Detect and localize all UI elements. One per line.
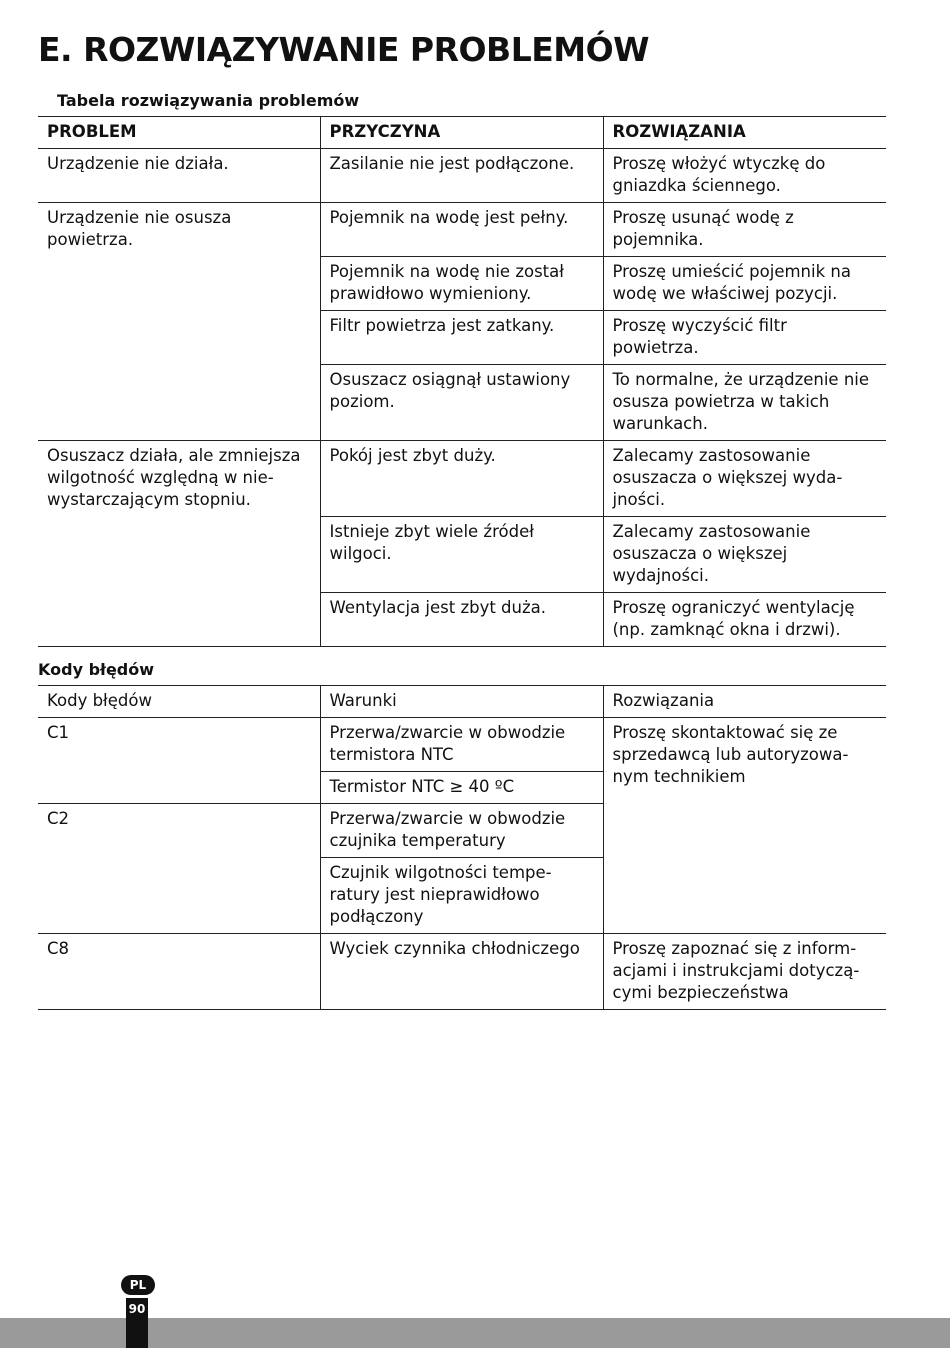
table-row	[38, 441, 886, 517]
problem-cell: Urządzenie nie osusza powietrza.	[38, 203, 320, 441]
condition-cell: Termistor NTC ≥ 40 ºC	[320, 772, 603, 804]
header-cause: PRZYCZYNA	[320, 117, 603, 149]
solution-cell: Proszę skontaktować się ze sprzedawcą lub autoryzowa-nym technikiem	[603, 718, 886, 934]
cause-cell: Osuszacz osiągnął ustawiony poziom.	[320, 365, 603, 441]
cause-cell: Pojemnik na wodę nie został prawidłowo wymieniony.	[320, 257, 603, 311]
cause-cell: Wentylacja jest zbyt duża.	[320, 593, 603, 647]
header-conditions: Warunki	[320, 686, 603, 718]
page-title: E. ROZWIĄZYWANIE PROBLEMÓW	[38, 30, 650, 69]
solution-cell: Proszę włożyć wtyczkę do gniazdka ściennego.	[603, 149, 886, 203]
solution-cell: Zalecamy zastosowanie osuszacza o większej wydajności.	[603, 517, 886, 593]
table-header-row	[38, 686, 886, 718]
condition-cell: Przerwa/zwarcie w obwodzie termistora NTC	[320, 718, 603, 772]
language-badge: PL	[121, 1275, 155, 1295]
header-solutions: Rozwiązania	[603, 686, 886, 718]
solution-cell: Proszę zapoznać się z inform-acjami i instrukcjami dotyczą-cymi bezpieczeństwa	[603, 934, 886, 1010]
cause-cell: Filtr powietrza jest zatkany.	[320, 311, 603, 365]
problem-cell: Osuszacz działa, ale zmniejsza wilgotność względną w nie-wystarczającym stopniu.	[38, 441, 320, 647]
problem-cell: Urządzenie nie działa.	[38, 149, 320, 203]
solution-cell: To normalne, że urządzenie nie osusza powietrza w takich warunkach.	[603, 365, 886, 441]
error-code-cell: C1	[38, 718, 320, 804]
table-row	[38, 149, 886, 203]
error-codes-table	[38, 685, 886, 1010]
solution-cell: Zalecamy zastosowanie osuszacza o większej wyda-jności.	[603, 441, 886, 517]
error-codes-caption: Kody błędów	[38, 660, 155, 679]
solution-cell: Proszę wyczyścić filtr powietrza.	[603, 311, 886, 365]
table-header-row	[38, 117, 886, 149]
table-row	[38, 934, 886, 1010]
table-row	[38, 718, 886, 772]
condition-cell: Wyciek czynnika chłodniczego	[320, 934, 603, 1010]
error-code-cell: C2	[38, 804, 320, 934]
cause-cell: Pojemnik na wodę jest pełny.	[320, 203, 603, 257]
solution-cell: Proszę ograniczyć wentylację (np. zamknąć okna i drzwi).	[603, 593, 886, 647]
condition-cell: Czujnik wilgotności tempe-ratury jest nieprawidłowo podłączony	[320, 858, 603, 934]
cause-cell: Zasilanie nie jest podłączone.	[320, 149, 603, 203]
page-number: 90	[126, 1298, 148, 1348]
troubleshooting-table	[38, 116, 886, 647]
condition-cell: Przerwa/zwarcie w obwodzie czujnika temperatury	[320, 804, 603, 858]
table-row	[38, 203, 886, 257]
solution-cell: Proszę umieścić pojemnik na wodę we właściwej pozycji.	[603, 257, 886, 311]
cause-cell: Pokój jest zbyt duży.	[320, 441, 603, 517]
error-code-cell: C8	[38, 934, 320, 1010]
header-problem: PROBLEM	[38, 117, 320, 149]
header-solutions: ROZWIĄZANIA	[603, 117, 886, 149]
header-error-code: Kody błędów	[38, 686, 320, 718]
troubleshooting-table-caption: Tabela rozwiązywania problemów	[57, 91, 360, 110]
cause-cell: Istnieje zbyt wiele źródeł wilgoci.	[320, 517, 603, 593]
solution-cell: Proszę usunąć wodę z pojemnika.	[603, 203, 886, 257]
